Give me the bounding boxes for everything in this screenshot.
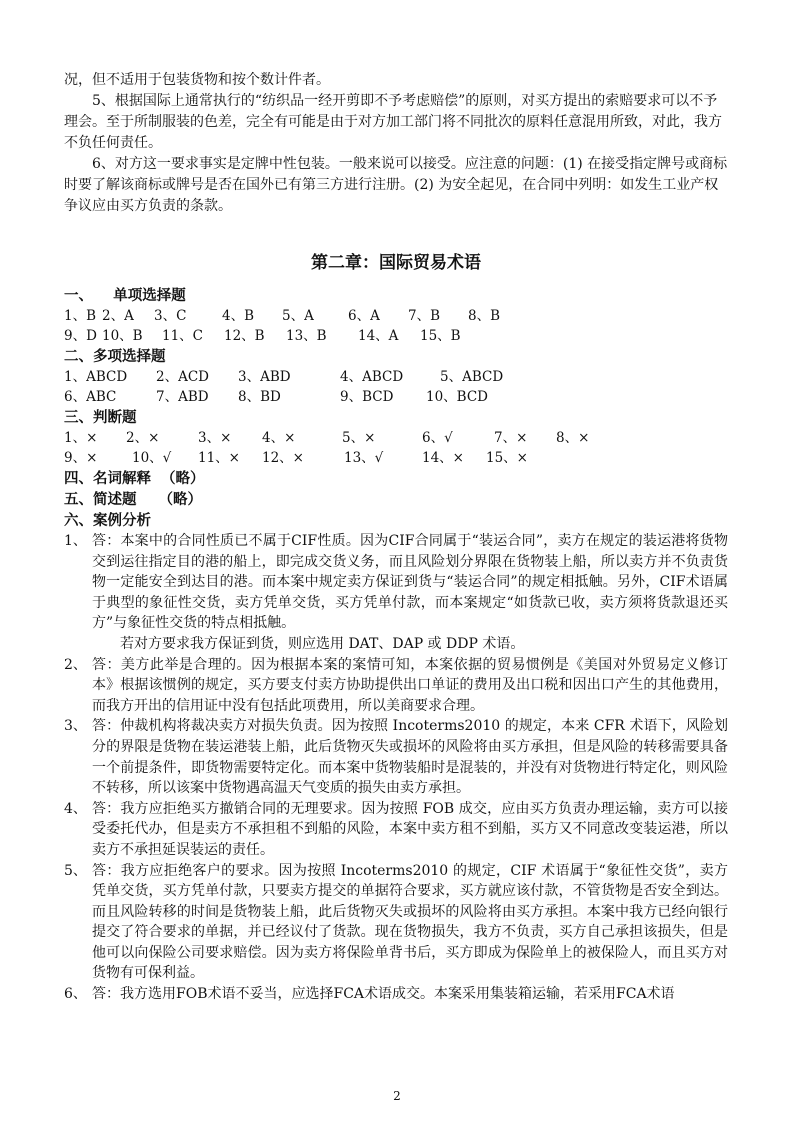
case-answer bbox=[64, 716, 728, 798]
case-text: 答：美方此举是合理的。因为根据本案的案情可知，本案依据的贸易惯例是《美国对外贸易定义修订本》根据该惯例的规定，买方要支付卖方协助提供出口单证的费用及出口税和因出口产生的其他费用，而我方开出的信用证中没有包括此项费用，所以美商要求合理。 bbox=[92, 656, 728, 714]
chapter-title: 第二章：国际贸易术语 bbox=[311, 253, 481, 273]
answer-item: 2、× bbox=[126, 430, 160, 446]
case-text: 答：本案中的合同性质已不属于CIF性质。因为CIF合同属于“装运合同”，卖方在规定的装运港将货物交到运往指定目的港的船上，即完成交货义务，而且风险划分界限在货物装上船，所以卖方并不负责货物一定能安全到达目的港。而本案中规定卖方保证到货与“装运合同”的规定相抵触。另外，CIF术语属于典型的象征性交货，卖方凭单交货，买方凭单付款，而本案规定“如货款已收，卖方须将货款退还买方”与象征性交货的特点相抵触。 bbox=[92, 533, 728, 632]
case-extra-note: 若对方要求我方保证到货，则应选用 DAT、DAP 或 DDP 术语。 bbox=[120, 635, 525, 652]
section-heading-single-choice: 一、 单项选择题 bbox=[64, 287, 186, 304]
section-heading-multiple-choice: 二、多项选择题 bbox=[64, 348, 166, 365]
answer-item: 13、B bbox=[286, 328, 327, 344]
answer-item: 14、A bbox=[358, 328, 399, 344]
answer-item: 9、× bbox=[64, 450, 98, 466]
answer-row bbox=[64, 387, 728, 407]
answer-item: 15、× bbox=[486, 450, 528, 466]
case-number: 4、 bbox=[64, 800, 87, 817]
case-text: 答：我方应拒绝客户的要求。因为按照 Incoterms2010 的规定，CIF 术语属于“象征性交货”，卖方凭单交货，买方凭单付款，只要卖方提交的单据符合要求，买方就应该付款，不管货物是否安全到达。而且风险转移的时间是货物装上船，此后货物灭失或损坏的风险将由买方承担。本案中我方已经向银行提交了符合要求的单据，并已经议付了货款。现在货物损失，我方不负责，买方自己承担该损失，但是他可以向保险公司要求赔偿。因为卖方将保险单背书后，买方即成为保险单上的被保险人，而且买方对货物有可保利益。 bbox=[92, 862, 728, 982]
intro-paragraph-1: 况，但不适用于包装货物和按个数计件者。 bbox=[64, 72, 330, 88]
case-number: 3、 bbox=[64, 718, 87, 735]
case-answer bbox=[64, 861, 728, 985]
case-number: 5、 bbox=[64, 862, 87, 879]
answer-item: 4、× bbox=[262, 430, 296, 446]
answer-item: 6、A bbox=[348, 308, 380, 324]
section-heading-terms bbox=[64, 468, 728, 489]
answer-item: 3、C bbox=[154, 308, 187, 324]
answer-item: 12、× bbox=[262, 450, 304, 466]
section-title: 五、简述题 bbox=[64, 491, 137, 508]
section-title: 四、名词解释 bbox=[64, 470, 151, 487]
answer-item: 6、ABC bbox=[64, 389, 117, 405]
answer-item: 4、ABCD bbox=[340, 369, 404, 385]
section-note: （略） bbox=[158, 491, 202, 508]
page-number: 2 bbox=[393, 1089, 401, 1103]
case-text: 答：仲裁机构将裁决卖方对损失负责。因为按照 Incoterms2010 的规定，本来 CFR 术语下，风险划分的界限是货物在装运港装上船，此后货物灭失或损坏的风险将由买方承担，但是风险的转移需要具备一个前提条件，即货物需要特定化。而本案中货物装船时是混装的，并没有对货物进行特定化，则风险不转移，所以该案中货物遇高温天气变质的损失由卖方承担。 bbox=[92, 718, 728, 797]
answer-row bbox=[64, 326, 728, 346]
answer-item: 10、BCD bbox=[426, 389, 489, 405]
answer-item: 3、ABD bbox=[238, 369, 291, 385]
document-page bbox=[64, 70, 728, 1005]
answer-row bbox=[64, 367, 728, 387]
answer-item: 4、B bbox=[222, 308, 255, 324]
answer-item: 1、B bbox=[64, 308, 97, 324]
case-text: 答：我方应拒绝买方撤销合同的无理要求。因为按照 FOB 成交，应由买方负责办理运输，卖方可以接受委托代办，但是卖方不承担租不到船的风险，本案中卖方租不到船，买方又不同意改变装运港，所以卖方不承担延误装运的责任。 bbox=[92, 800, 728, 858]
answer-item: 13、√ bbox=[344, 450, 384, 466]
answer-item: 2、ACD bbox=[156, 369, 209, 385]
answer-item: 10、B bbox=[102, 328, 143, 344]
case-number: 2、 bbox=[64, 656, 87, 673]
section-heading-true-false: 三、判断题 bbox=[64, 409, 137, 426]
answer-item: 2、A bbox=[102, 308, 134, 324]
section-heading-case-analysis: 六、案例分析 bbox=[64, 512, 151, 529]
case-answer bbox=[64, 984, 728, 1005]
answer-item: 8、BD bbox=[238, 389, 281, 405]
answer-item: 1、ABCD bbox=[64, 369, 128, 385]
answer-row bbox=[64, 448, 728, 468]
case-answer bbox=[64, 531, 728, 634]
answer-item: 3、× bbox=[198, 430, 232, 446]
answer-item: 9、D bbox=[64, 328, 97, 344]
answer-item: 1、× bbox=[64, 430, 98, 446]
case-text: 答：我方选用FOB术语不妥当，应选择FCA术语成交。本案采用集装箱运输，若采用FCA术语 bbox=[92, 986, 675, 1003]
answer-item: 11、× bbox=[198, 450, 240, 466]
answer-item: 5、× bbox=[342, 430, 376, 446]
answer-item: 11、C bbox=[162, 328, 204, 344]
case-number: 6、 bbox=[64, 986, 87, 1003]
answer-item: 7、× bbox=[494, 430, 528, 446]
section-heading-short-answer bbox=[64, 489, 728, 510]
answer-row bbox=[64, 306, 728, 326]
answer-item: 7、B bbox=[408, 308, 441, 324]
answer-item: 6、√ bbox=[422, 430, 453, 446]
answer-item: 10、√ bbox=[132, 450, 172, 466]
answer-item: 14、× bbox=[422, 450, 464, 466]
answer-item: 5、ABCD bbox=[440, 369, 504, 385]
answer-item: 8、× bbox=[556, 430, 590, 446]
case-number: 1、 bbox=[64, 533, 87, 549]
case-answer bbox=[64, 799, 728, 861]
answer-item: 12、B bbox=[224, 328, 265, 344]
answer-item: 5、A bbox=[282, 308, 314, 324]
answer-item: 15、B bbox=[420, 328, 461, 344]
case-answer bbox=[64, 655, 728, 717]
answer-item: 7、ABD bbox=[156, 389, 209, 405]
intro-paragraph-2: 5、根据国际上通常执行的“纺织品一经开剪即不予考虑赔偿”的原则，对买方提出的索赔要求可以不予理会。至于所制服装的色差，完全有可能是由于对方加工部门将不同批次的原料任意混用所致，对此，我方不负任何责任。 bbox=[64, 93, 722, 151]
answer-row bbox=[64, 428, 728, 448]
intro-paragraph-3: 6、对方这一要求事实是定牌中性包装。一般来说可以接受。应注意的问题：(1) 在接受指定牌号或商标时要了解该商标或牌号是否在国外已有第三方进行注册。(2) 为安全起见，在合同中列明：如发生工业产权争议应由买方负责的条款。 bbox=[64, 156, 728, 214]
section-note: （略） bbox=[161, 470, 205, 487]
answer-item: 8、B bbox=[468, 308, 501, 324]
answer-item: 9、BCD bbox=[340, 389, 394, 405]
